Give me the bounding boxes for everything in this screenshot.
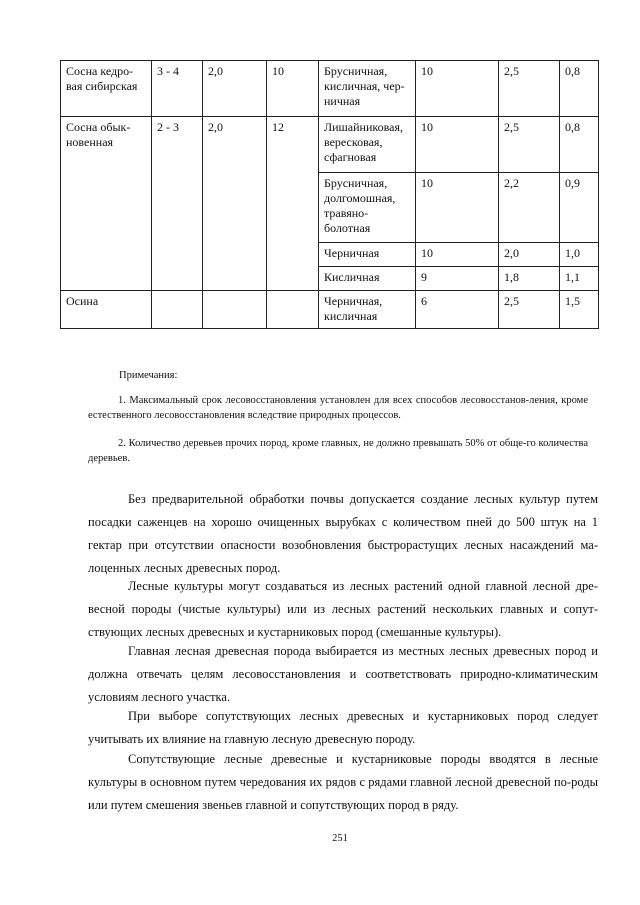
note-item: 2. Количество деревьев прочих пород, кроме главных, не должно превышать 50% от обще-го количества деревьев. [88, 438, 588, 464]
notes-title: Примечания: [119, 370, 178, 381]
note-item: 1. Максимальный срок лесовосстановления установлен для всех способов лесовосстанов-ления, кроме естественного лесовосстановления вследствие природных процессов. [88, 395, 588, 421]
spacing-cell: 1,5 [560, 291, 599, 329]
forest-regeneration-table [60, 60, 599, 329]
spacing-cell: 0,9 [560, 173, 599, 243]
forest-type-cell: Черничная [319, 243, 416, 267]
age-cell [152, 291, 203, 329]
height-cell: 2,0 [203, 61, 267, 117]
species-cell: Осина [61, 291, 152, 329]
distance-cell: 2,2 [499, 173, 560, 243]
species-cell: Сосна обык-новенная [61, 117, 152, 291]
value-cell: 10 [267, 61, 319, 117]
age-cell: 2 - 3 [152, 117, 203, 291]
count-cell: 10 [416, 61, 499, 117]
count-cell: 10 [416, 173, 499, 243]
height-cell: 2,0 [203, 117, 267, 291]
forest-type-cell: Кисличная [319, 267, 416, 291]
spacing-cell: 1,1 [560, 267, 599, 291]
count-cell: 9 [416, 267, 499, 291]
forest-type-cell: Брусничная, долгомошная, травяно-болотная [319, 173, 416, 243]
body-paragraph: Без предварительной обработки почвы допускается создание лесных культур путем посадки саженцев на хорошо очищенных вырубках с количеством пней до 500 штук на 1 гектар при отсутствии опасности возобновления быстрорастущих лесных насаждений ма-лоценных лесных древесных пород. [88, 492, 598, 575]
spacing-cell: 1,0 [560, 243, 599, 267]
body-paragraph: Главная лесная древесная порода выбирается из местных лесных древесных пород и должна отвечать целям лесовосстановления и соответствовать природно-климатическим условиям лесного участка. [88, 644, 598, 704]
value-cell [267, 291, 319, 329]
distance-cell: 1,8 [499, 267, 560, 291]
body-paragraph: Лесные культуры могут создаваться из лесных растений одной главной лесной дре-весной породы (чистые культуры) или из лесных растений нескольких главных и сопут-ствующих лесных древесных и кустарниковых пород (смешанные культуры). [88, 579, 598, 639]
page-number: 251 [332, 833, 348, 844]
age-cell: 3 - 4 [152, 61, 203, 117]
height-cell [203, 291, 267, 329]
spacing-cell: 0,8 [560, 61, 599, 117]
species-cell: Сосна кедро-вая сибирская [61, 61, 152, 117]
count-cell: 10 [416, 243, 499, 267]
distance-cell: 2,5 [499, 61, 560, 117]
distance-cell: 2,5 [499, 117, 560, 173]
forest-type-cell: Черничная, кисличная [319, 291, 416, 329]
table-row [61, 291, 599, 329]
forest-type-cell: Лишайниковая, вересковая, сфагновая [319, 117, 416, 173]
count-cell: 10 [416, 117, 499, 173]
spacing-cell: 0,8 [560, 117, 599, 173]
body-paragraph: При выборе сопутствующих лесных древесных и кустарниковых пород следует учитывать их влияние на главную лесную древесную породу. [88, 709, 598, 746]
table-row [61, 117, 599, 173]
body-paragraph: Сопутствующие лесные древесные и кустарниковые породы вводятся в лесные культуры в основном путем чередования их рядов с рядами главной лесной древесной по-роды или путем смешения звеньев главной и сопутствующих пород в ряду. [88, 752, 598, 812]
count-cell: 6 [416, 291, 499, 329]
table-row [61, 61, 599, 117]
distance-cell: 2,0 [499, 243, 560, 267]
forest-type-cell: Брусничная, кисличная, чер-ничная [319, 61, 416, 117]
distance-cell: 2,5 [499, 291, 560, 329]
value-cell: 12 [267, 117, 319, 291]
